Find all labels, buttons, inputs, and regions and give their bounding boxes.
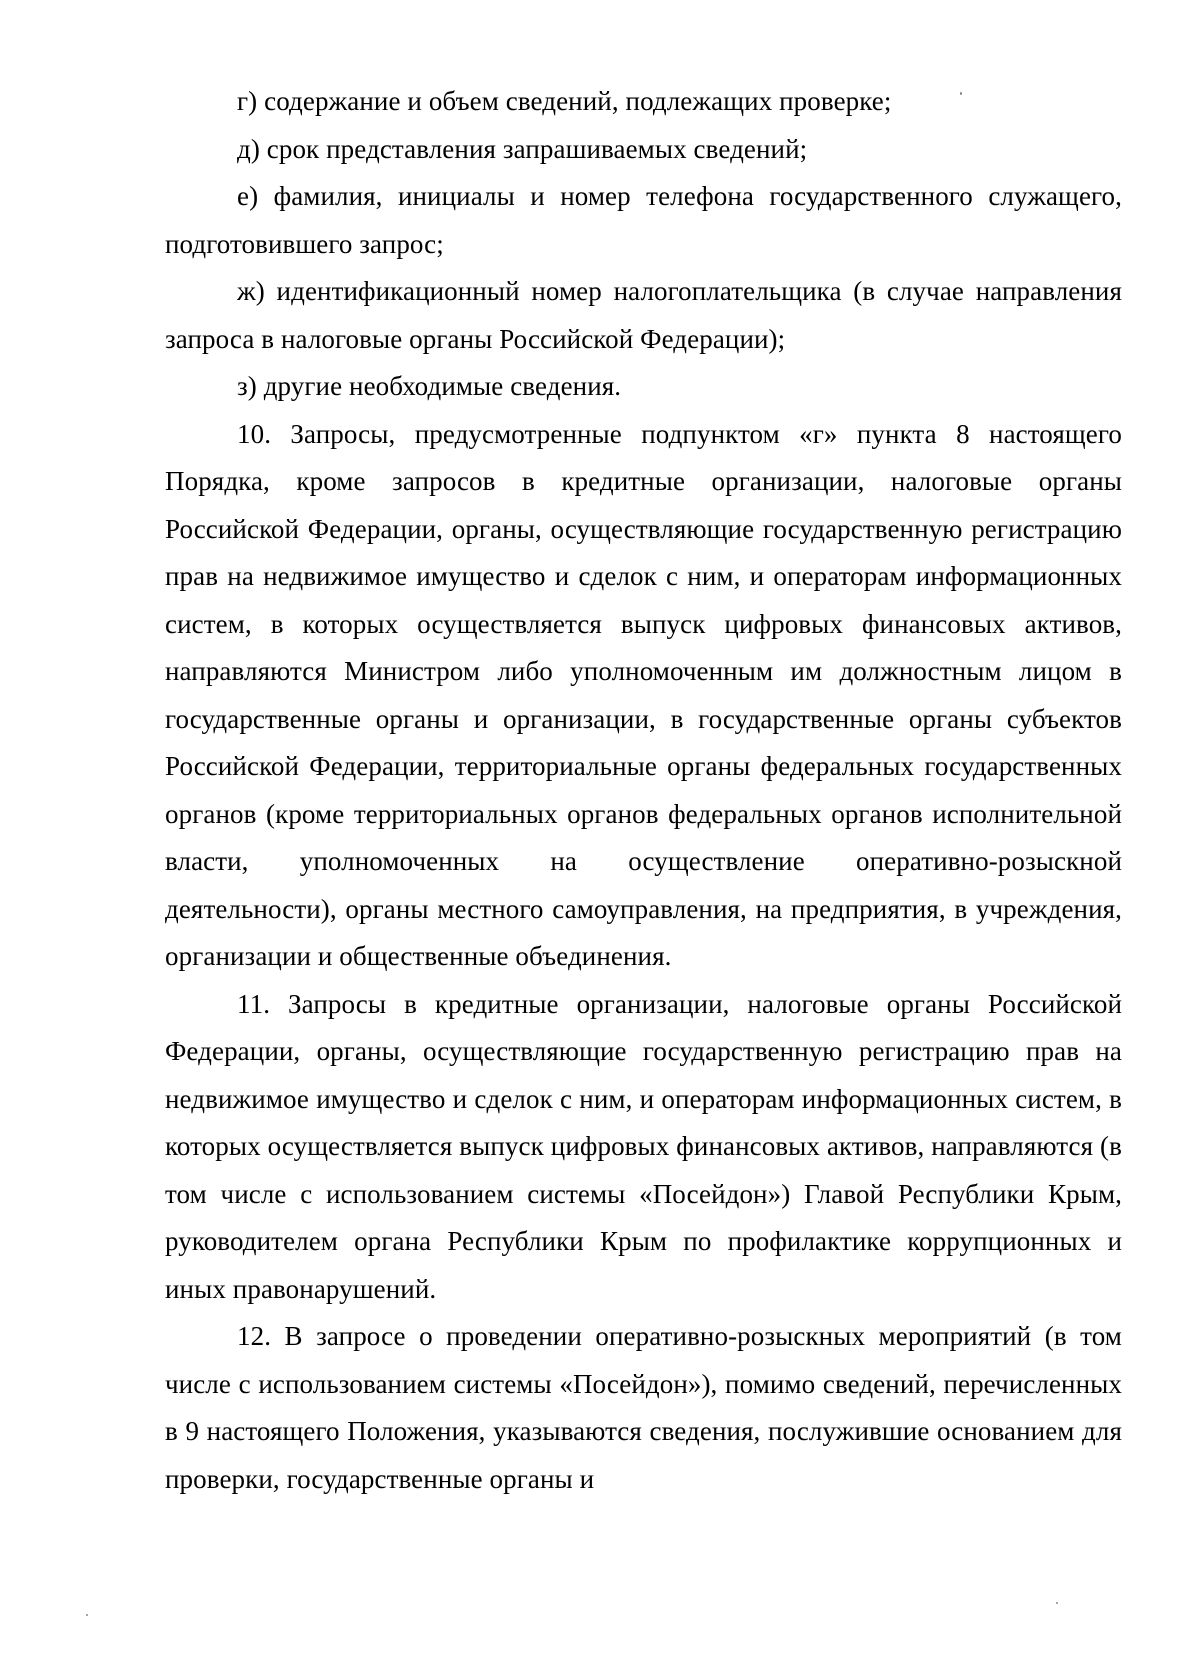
paragraph-item-e: е) фамилия, инициалы и номер телефона государственного служащего, подготовившего запрос; [165, 181, 1122, 259]
scan-speck [960, 92, 962, 95]
document-body [165, 78, 1122, 1503]
paragraph-item-z: з) другие необходимые сведения. [237, 371, 622, 401]
paragraph-item-zh: ж) идентификационный номер налогоплательщика (в случае направления запроса в налоговые органы Российской Федерации); [165, 276, 1122, 354]
paragraph-item-d: д) срок представления запрашиваемых сведений; [237, 133, 808, 164]
scan-speck [86, 1614, 88, 1616]
paragraph-11: 11. Запросы в кредитные организации, налоговые органы Российской Федерации, органы, осуществляющие государственную регистрацию прав на недвижимое имущество и сделок с ним, и операторам информационных систем, в которых осуществляется выпуск цифровых финансовых активов, направляются (в том числе с использованием системы «Посейдон») Главой Республики Крым, руководителем органа Республики Крым по профилактике коррупционных и иных правонарушений. [165, 988, 1122, 1304]
scan-speck [1056, 1602, 1058, 1604]
paragraph-12: 12. В запросе о проведении оперативно-розыскных мероприятий (в том числе с использованием системы «Посейдон»), помимо сведений, перечисленных в 9 настоящего Положения, указываются сведения, послужившие основанием для проверки, государственные органы и [165, 1321, 1122, 1494]
paragraph-item-g: г) содержание и объем сведений, подлежащих проверке; [237, 86, 892, 116]
paragraph-10: 10. Запросы, предусмотренные подпунктом «г» пункта 8 настоящего Порядка, кроме запросов в кредитные организации, налоговые органы Российской Федерации, органы, осуществляющие государственную регистрацию прав на недвижимое имущество и сделок с ним, и операторам информационных систем, в которых осуществляется выпуск цифровых финансовых активов, направляются Министром либо уполномоченным им должностным лицом в государственные органы и организации, в государственные органы субъектов Российской Федерации, территориальные органы федеральных государственных органов (кроме территориальных органов федеральных органов исполнительной власти, уполномоченных на осуществление оперативно-розыскной деятельности), органы местного самоуправления, на предприятия, в учреждения, организации и общественные объединения. [165, 418, 1122, 971]
